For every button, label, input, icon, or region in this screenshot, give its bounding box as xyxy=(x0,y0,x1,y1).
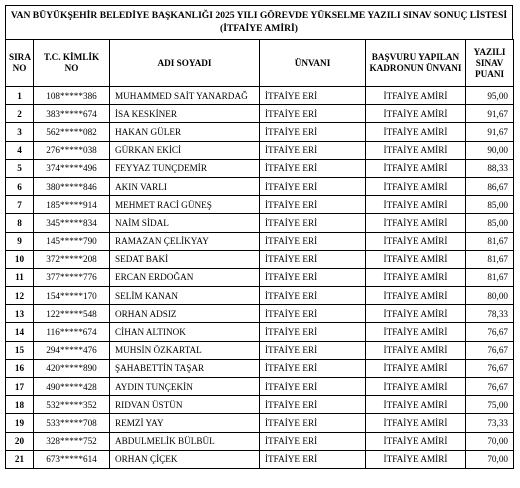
table-row xyxy=(6,232,514,250)
row-adi-soyadi: ABDULMELİK BÜLBÜL xyxy=(110,432,260,450)
row-tc-kimlik-no: 328*****752 xyxy=(34,432,110,450)
row-sira-no: 5 xyxy=(6,159,34,177)
row-tc-kimlik-no: 490*****428 xyxy=(34,378,110,396)
row-unvani: İTFAİYE ERİ xyxy=(260,232,366,250)
header-adi-soyadi: ADI SOYADI xyxy=(110,40,260,87)
row-adi-soyadi: NAİM SİDAL xyxy=(110,214,260,232)
row-basvuru-kadro: İTFAİYE AMİRİ xyxy=(366,214,466,232)
row-unvani: İTFAİYE ERİ xyxy=(260,341,366,359)
row-tc-kimlik-no: 154*****170 xyxy=(34,287,110,305)
row-tc-kimlik-no: 532*****352 xyxy=(34,396,110,414)
row-basvuru-kadro: İTFAİYE AMİRİ xyxy=(366,323,466,341)
table-body xyxy=(6,87,514,469)
row-tc-kimlik-no: 108*****386 xyxy=(34,87,110,105)
table-row xyxy=(6,159,514,177)
row-unvani: İTFAİYE ERİ xyxy=(260,177,366,195)
row-sinav-puani: 80,00 xyxy=(466,287,514,305)
table-row xyxy=(6,414,514,432)
row-sinav-puani: 70,00 xyxy=(466,450,514,468)
row-tc-kimlik-no: 562*****082 xyxy=(34,123,110,141)
table-row xyxy=(6,105,514,123)
row-adi-soyadi: REMZİ YAY xyxy=(110,414,260,432)
row-sinav-puani: 70,00 xyxy=(466,432,514,450)
row-sira-no: 19 xyxy=(6,414,34,432)
row-adi-soyadi: RAMAZAN ÇELİKYAY xyxy=(110,232,260,250)
table-row xyxy=(6,378,514,396)
table-header-row xyxy=(6,40,514,87)
row-unvani: İTFAİYE ERİ xyxy=(260,414,366,432)
header-unvani: ÜNVANI xyxy=(260,40,366,87)
table-row xyxy=(6,396,514,414)
row-sinav-puani: 76,67 xyxy=(466,341,514,359)
document-title xyxy=(5,5,513,39)
row-unvani: İTFAİYE ERİ xyxy=(260,105,366,123)
table-row xyxy=(6,323,514,341)
header-sinav-puani: YAZILI SINAV PUANI xyxy=(466,40,514,87)
row-adi-soyadi: FEYYAZ TUNÇDEMİR xyxy=(110,159,260,177)
row-unvani: İTFAİYE ERİ xyxy=(260,287,366,305)
table-row xyxy=(6,196,514,214)
row-adi-soyadi: SELİM KANAN xyxy=(110,287,260,305)
row-sira-no: 11 xyxy=(6,268,34,286)
table-row xyxy=(6,87,514,105)
table-row xyxy=(6,177,514,195)
row-adi-soyadi: CİHAN ALTINOK xyxy=(110,323,260,341)
row-sinav-puani: 76,67 xyxy=(466,378,514,396)
row-unvani: İTFAİYE ERİ xyxy=(260,196,366,214)
row-sira-no: 18 xyxy=(6,396,34,414)
row-tc-kimlik-no: 122*****548 xyxy=(34,305,110,323)
row-basvuru-kadro: İTFAİYE AMİRİ xyxy=(366,177,466,195)
row-adi-soyadi: MEHMET RACİ GÜNEŞ xyxy=(110,196,260,214)
table-row xyxy=(6,341,514,359)
row-basvuru-kadro: İTFAİYE AMİRİ xyxy=(366,105,466,123)
row-adi-soyadi: GÜRKAN EKİCİ xyxy=(110,141,260,159)
row-sinav-puani: 81,67 xyxy=(466,268,514,286)
row-sira-no: 10 xyxy=(6,250,34,268)
table-row xyxy=(6,268,514,286)
row-sinav-puani: 76,67 xyxy=(466,359,514,377)
row-adi-soyadi: MUHSİN ÖZKARTAL xyxy=(110,341,260,359)
row-unvani: İTFAİYE ERİ xyxy=(260,396,366,414)
row-basvuru-kadro: İTFAİYE AMİRİ xyxy=(366,87,466,105)
row-tc-kimlik-no: 345*****834 xyxy=(34,214,110,232)
row-basvuru-kadro: İTFAİYE AMİRİ xyxy=(366,341,466,359)
table-row xyxy=(6,359,514,377)
row-basvuru-kadro: İTFAİYE AMİRİ xyxy=(366,287,466,305)
row-adi-soyadi: ORHAN ÇİÇEK xyxy=(110,450,260,468)
row-sira-no: 17 xyxy=(6,378,34,396)
row-sira-no: 16 xyxy=(6,359,34,377)
row-unvani: İTFAİYE ERİ xyxy=(260,450,366,468)
row-unvani: İTFAİYE ERİ xyxy=(260,432,366,450)
table-row xyxy=(6,214,514,232)
row-sira-no: 20 xyxy=(6,432,34,450)
row-basvuru-kadro: İTFAİYE AMİRİ xyxy=(366,123,466,141)
row-basvuru-kadro: İTFAİYE AMİRİ xyxy=(366,141,466,159)
row-sinav-puani: 86,67 xyxy=(466,177,514,195)
row-sinav-puani: 78,33 xyxy=(466,305,514,323)
table-row xyxy=(6,287,514,305)
row-sira-no: 12 xyxy=(6,287,34,305)
table-row xyxy=(6,123,514,141)
title-line-2: (İTFAİYE AMİRİ) xyxy=(220,23,298,34)
table-row xyxy=(6,250,514,268)
row-sinav-puani: 95,00 xyxy=(466,87,514,105)
row-sira-no: 13 xyxy=(6,305,34,323)
row-sinav-puani: 73,33 xyxy=(466,414,514,432)
row-basvuru-kadro: İTFAİYE AMİRİ xyxy=(366,268,466,286)
row-adi-soyadi: MUHAMMED SAİT YANARDAĞ xyxy=(110,87,260,105)
row-tc-kimlik-no: 145*****790 xyxy=(34,232,110,250)
row-basvuru-kadro: İTFAİYE AMİRİ xyxy=(366,250,466,268)
row-tc-kimlik-no: 380*****846 xyxy=(34,177,110,195)
row-tc-kimlik-no: 420*****890 xyxy=(34,359,110,377)
row-unvani: İTFAİYE ERİ xyxy=(260,323,366,341)
row-adi-soyadi: ORHAN ADSIZ xyxy=(110,305,260,323)
row-unvani: İTFAİYE ERİ xyxy=(260,378,366,396)
row-sinav-puani: 85,00 xyxy=(466,214,514,232)
row-sinav-puani: 88,33 xyxy=(466,159,514,177)
row-basvuru-kadro: İTFAİYE AMİRİ xyxy=(366,378,466,396)
row-tc-kimlik-no: 374*****496 xyxy=(34,159,110,177)
row-tc-kimlik-no: 276*****038 xyxy=(34,141,110,159)
row-unvani: İTFAİYE ERİ xyxy=(260,359,366,377)
row-sira-no: 9 xyxy=(6,232,34,250)
row-sinav-puani: 90,00 xyxy=(466,141,514,159)
row-unvani: İTFAİYE ERİ xyxy=(260,159,366,177)
row-unvani: İTFAİYE ERİ xyxy=(260,250,366,268)
table-row xyxy=(6,450,514,468)
row-basvuru-kadro: İTFAİYE AMİRİ xyxy=(366,159,466,177)
row-unvani: İTFAİYE ERİ xyxy=(260,305,366,323)
row-basvuru-kadro: İTFAİYE AMİRİ xyxy=(366,305,466,323)
row-unvani: İTFAİYE ERİ xyxy=(260,268,366,286)
row-basvuru-kadro: İTFAİYE AMİRİ xyxy=(366,396,466,414)
row-basvuru-kadro: İTFAİYE AMİRİ xyxy=(366,359,466,377)
header-basvuru-kadro: BAŞVURU YAPILAN KADRONUN ÜNVANI xyxy=(366,40,466,87)
row-tc-kimlik-no: 294*****476 xyxy=(34,341,110,359)
row-sira-no: 1 xyxy=(6,87,34,105)
row-adi-soyadi: ERCAN ERDOĞAN xyxy=(110,268,260,286)
row-sira-no: 8 xyxy=(6,214,34,232)
row-sira-no: 3 xyxy=(6,123,34,141)
row-adi-soyadi: ŞAHABETTİN TAŞAR xyxy=(110,359,260,377)
row-basvuru-kadro: İTFAİYE AMİRİ xyxy=(366,414,466,432)
row-sinav-puani: 91,67 xyxy=(466,105,514,123)
row-sinav-puani: 76,67 xyxy=(466,323,514,341)
row-basvuru-kadro: İTFAİYE AMİRİ xyxy=(366,432,466,450)
header-tc-kimlik-no: T.C. KİMLİK NO xyxy=(34,40,110,87)
row-sira-no: 4 xyxy=(6,141,34,159)
row-unvani: İTFAİYE ERİ xyxy=(260,214,366,232)
table-row xyxy=(6,432,514,450)
table-row xyxy=(6,305,514,323)
table-row xyxy=(6,141,514,159)
row-tc-kimlik-no: 372*****208 xyxy=(34,250,110,268)
row-unvani: İTFAİYE ERİ xyxy=(260,87,366,105)
row-adi-soyadi: AYDIN TUNÇEKİN xyxy=(110,378,260,396)
row-sinav-puani: 75,00 xyxy=(466,396,514,414)
row-adi-soyadi: RIDVAN ÜSTÜN xyxy=(110,396,260,414)
results-table xyxy=(5,39,514,469)
row-unvani: İTFAİYE ERİ xyxy=(260,123,366,141)
row-adi-soyadi: HAKAN GÜLER xyxy=(110,123,260,141)
row-sira-no: 21 xyxy=(6,450,34,468)
row-tc-kimlik-no: 673*****614 xyxy=(34,450,110,468)
row-adi-soyadi: SEDAT BAKİ xyxy=(110,250,260,268)
row-basvuru-kadro: İTFAİYE AMİRİ xyxy=(366,450,466,468)
title-line-1: VAN BÜYÜKŞEHİR BELEDİYE BAŞKANLIĞI 2025 YILI GÖREVDE YÜKSELME YAZILI SINAV SONUÇ LİSTESİ xyxy=(10,10,508,21)
header-sira-no: SIRA NO xyxy=(6,40,34,87)
row-sira-no: 2 xyxy=(6,105,34,123)
row-sinav-puani: 81,67 xyxy=(466,232,514,250)
row-basvuru-kadro: İTFAİYE AMİRİ xyxy=(366,232,466,250)
row-sinav-puani: 85,00 xyxy=(466,196,514,214)
row-unvani: İTFAİYE ERİ xyxy=(260,141,366,159)
row-sira-no: 15 xyxy=(6,341,34,359)
row-sira-no: 6 xyxy=(6,177,34,195)
row-tc-kimlik-no: 185*****914 xyxy=(34,196,110,214)
row-sira-no: 14 xyxy=(6,323,34,341)
row-sira-no: 7 xyxy=(6,196,34,214)
row-adi-soyadi: İSA KESKİNER xyxy=(110,105,260,123)
row-sinav-puani: 91,67 xyxy=(466,123,514,141)
row-basvuru-kadro: İTFAİYE AMİRİ xyxy=(366,196,466,214)
row-sinav-puani: 81,67 xyxy=(466,250,514,268)
row-tc-kimlik-no: 377*****776 xyxy=(34,268,110,286)
row-tc-kimlik-no: 116*****674 xyxy=(34,323,110,341)
row-tc-kimlik-no: 533*****708 xyxy=(34,414,110,432)
row-adi-soyadi: AKIN VARLI xyxy=(110,177,260,195)
row-tc-kimlik-no: 383*****674 xyxy=(34,105,110,123)
